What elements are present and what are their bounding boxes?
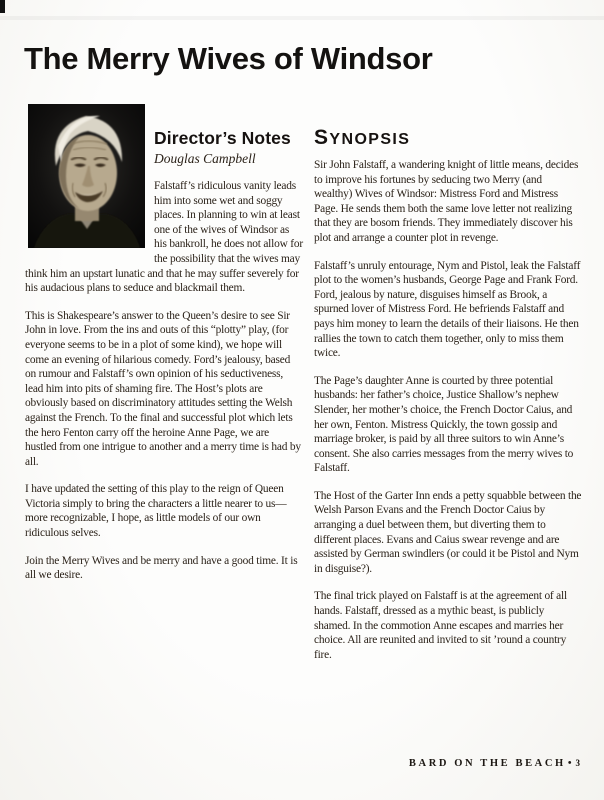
synopsis-paragraph-3: The Page’s daughter Anne is courted by three potential husbands: her father’s choice, Justice Shallow’s nephew Slender, her mother’s choice, the French Doctor Caius, and her own, Fenton. Mistress Quickly, the town gossip and marriage broker, is paid by all three suitors to win Anne’s consent. She also carries messages from the merry wives to Falstaff. xyxy=(314,374,574,475)
director-notes-section xyxy=(25,104,303,596)
director-portrait-photo xyxy=(28,104,145,248)
synopsis-section xyxy=(314,126,582,675)
scan-artifact-corner xyxy=(0,0,5,13)
synopsis-paragraph-1: Sir John Falstaff, a wandering knight of little means, decides to improve his fortunes by seducing two Merry (and wealthy) Wives of Windsor: Mistress Ford and Mistress Page. He sends them both the same love letter not realizing that they are bosom friends. They immediately discover his plot and arrange a counter plot in revenge. xyxy=(314,159,579,244)
director-notes-heading: Director’s Notes xyxy=(154,128,291,148)
synopsis-paragraph-2: Falstaff’s unruly entourage, Nym and Pistol, leak the Falstaff plot to the women’s husbands, George Page and Frank Ford. Ford, jealous by nature, disguises himself as Brook, a spurned lover of Mistress Ford. He befriends Falstaff and pays him money to learn the details of their liaisons. He then rallies the town to catch them together, only to miss them twice. xyxy=(314,259,581,360)
scan-smudge xyxy=(0,16,604,20)
footer-bullet-icon: • xyxy=(567,758,572,769)
page-title: The Merry Wives of Windsor xyxy=(24,40,433,76)
director-paragraph-2: This is Shakespeare’s answer to the Queen’s desire to see Sir John in love. From the ins and outs of this “plotty” play, (for everyone seems to be in a plot of some kind), we hope will come an evening of hilarious comedy. Ford’s jealousy, based on rumour and Falstaff’s own opinion of his seductiveness, lead him into pits of shaming fire. The Host’s plots are obviously based on discriminatory attitudes setting the Welsh against the French. To the final and successful plot which lets the hero Fenton carry off the heroine Anne Page, we are hustled from one intrigue to another and a merry time is had by all. xyxy=(25,309,301,468)
synopsis-paragraph-4: The Host of the Garter Inn ends a petty squabble between the Welsh Parson Evans and the French Doctor Caius by arranging a duel between them, but diverting them to different places. Evans and Caius swear revenge and are assisted by German swindlers (or could it be Pistol and Nym in disguise?). xyxy=(314,489,582,575)
footer-brand: BARD ON THE BEACH xyxy=(408,758,566,769)
director-paragraph-3: I have updated the setting of this play to the reign of Queen Victoria simply to bring the characters a little nearer to us—more recognizable, I hope, as little models of our own ridiculous selves. xyxy=(25,483,287,540)
director-paragraph-1: Falstaff’s ridiculous vanity leads him into some wet and soggy places. In planning to win at least one of the wives of Windsor as his bankroll, he does not allow for the possibility that the wives may think him an upstart lunatic and that he may suffer severely for his audacious plans to seduce and blackmail them. xyxy=(25,180,303,295)
footer-page-number: 3 xyxy=(575,758,580,768)
page-footer xyxy=(409,758,580,769)
synopsis-heading: SYNOPSIS xyxy=(314,126,411,149)
synopsis-paragraph-5: The final trick played on Falstaff is at the agreement of all hands. Falstaff, dressed as a mythic beast, is publicly shamed. In the commotion Anne escapes and marries her choice. All are reunited and invited to sit ’round a country fire. xyxy=(314,590,567,661)
portrait-illustration xyxy=(28,104,145,248)
director-byline: Douglas Campbell xyxy=(154,151,256,166)
director-paragraph-4: Join the Merry Wives and be merry and have a good time. It is all we desire. xyxy=(25,554,298,582)
